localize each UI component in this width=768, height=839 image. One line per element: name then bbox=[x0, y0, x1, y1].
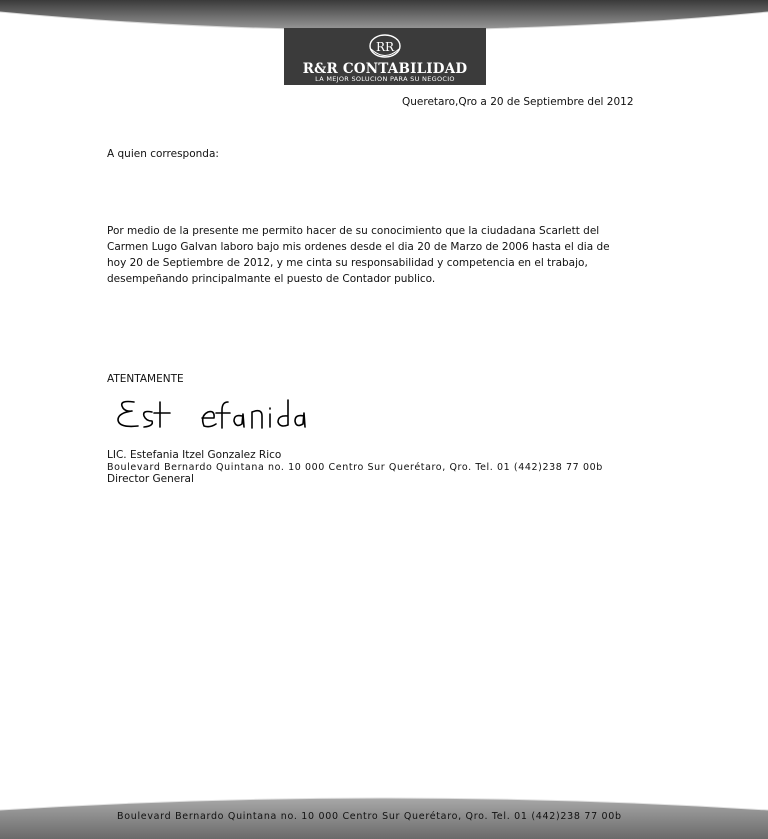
company-name: R&R CONTABILIDAD bbox=[302, 61, 468, 77]
letter-body bbox=[107, 223, 667, 287]
body-line: Por medio de la presente me permito hacer de su conocimiento que la ciudadana Scarlett del bbox=[107, 225, 600, 237]
closing: ATENTAMENTE bbox=[107, 373, 184, 385]
body-line: Carmen Lugo Galvan laboro bajo mis ordenes desde el dia 20 de Marzo de 2006 hasta el dia de bbox=[107, 241, 610, 253]
handwritten-signature bbox=[112, 386, 312, 436]
rr-monogram-icon bbox=[368, 32, 402, 60]
company-slogan: LA MEJOR SOLUCION PARA SU NEGOCIO bbox=[315, 75, 455, 83]
body-line: hoy 20 de Septiembre de 2012, y me cinta su responsabilidad y competencia en el trabajo, bbox=[107, 257, 588, 269]
signer-role: Director General bbox=[107, 473, 194, 485]
date-line: Queretaro,Qro a 20 de Septiembre del 2012 bbox=[402, 96, 634, 108]
svg-text:RR: RR bbox=[375, 40, 395, 54]
company-logo bbox=[284, 28, 486, 85]
signer-address: Boulevard Bernardo Quintana no. 10 000 Centro Sur Querétaro, Qro. Tel. 01 (442)238 77 00b bbox=[107, 462, 603, 473]
greeting: A quien corresponda: bbox=[107, 148, 219, 160]
footer-address: Boulevard Bernardo Quintana no. 10 000 Centro Sur Querétaro, Qro. Tel. 01 (442)238 77 00b bbox=[117, 811, 622, 822]
signer-name: LIC. Estefania Itzel Gonzalez Rico bbox=[107, 449, 282, 461]
body-line: desempeñando principalmante el puesto de Contador publico. bbox=[107, 273, 436, 285]
